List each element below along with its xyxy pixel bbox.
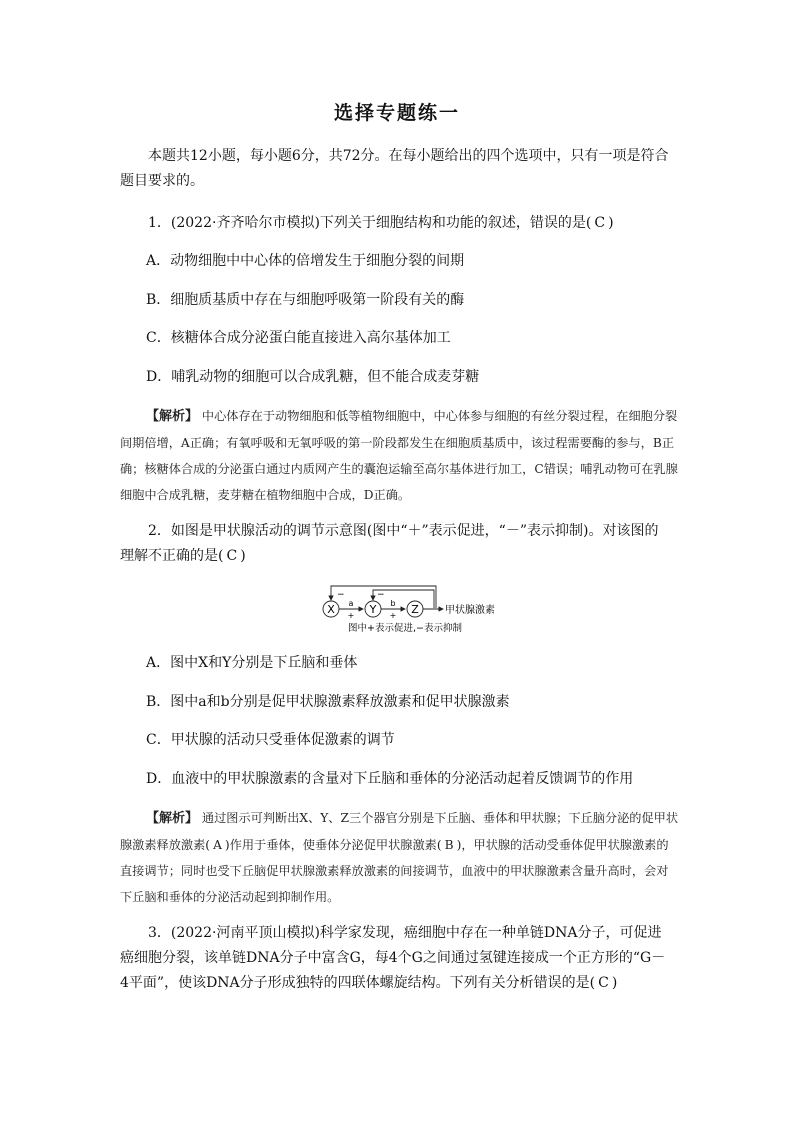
question-2-option-a: A．图中X和Y分别是下丘脑和垂体 — [146, 655, 358, 671]
question-1-analysis-tag: 【解析】 — [146, 409, 199, 424]
question-2-option-c: C．甲状腺的活动只受垂体促激素的调节 — [146, 732, 395, 748]
diagram-caption: 图中+表示促进,−表示抑制 — [348, 623, 462, 634]
arrow-b-label: b — [390, 599, 396, 608]
question-2-stem — [120, 519, 672, 569]
question-1-answer: C — [594, 215, 606, 231]
question-1-close: ) — [608, 215, 614, 231]
question-1-text: 1．(2022·齐齐哈尔市模拟)下列关于细胞结构和功能的叙述，错误的是( — [148, 215, 592, 231]
question-1-analysis-text: 中心体存在于动物细胞和低等植物细胞中，中心体参与细胞的有丝分裂过程，在细胞分裂间期倍增，A正确；有氧呼吸和无氧呼吸的第一阶段都发生在细胞质基质中，该过程需要酶的参与，B正确；核糖体合成的分泌蛋白通过内质网产生的囊泡运输至高尔基体进行加工，C错误；哺乳动物可在乳腺细胞中合成乳糖，麦芽糖在植物细胞中合成，D正确。 — [120, 409, 678, 502]
diagram-svg — [316, 585, 516, 635]
node-y-label: Y — [369, 603, 377, 616]
question-1-option-a: A．动物细胞中中心体的倍增发生于细胞分裂的间期 — [146, 253, 465, 269]
question-2-analysis-text-1: 通过图示可判断出X、Y、Z三个器官分别是下丘脑、垂体和甲状腺；下丘脑分泌的促甲状腺激素释放激素( — [120, 811, 679, 852]
minus-sign-y: − — [377, 590, 385, 600]
question-2-analysis-text-2: )作用于垂体，使垂体分泌促甲状腺激素( — [224, 838, 442, 852]
question-1-option-d: D．哺乳动物的细胞可以合成乳糖，但不能合成麦芽糖 — [146, 369, 480, 385]
question-3-stem — [120, 921, 672, 996]
question-2-option-b: B．图中a和b分别是促甲状腺激素释放激素和促甲状腺激素 — [146, 694, 510, 710]
arrow-a-label: a — [348, 599, 354, 608]
question-1-stem — [120, 211, 672, 236]
question-2-close: ) — [240, 548, 246, 564]
plus-sign-a: + — [347, 611, 355, 620]
question-2-answer: C — [226, 548, 238, 564]
question-1-analysis — [120, 403, 680, 508]
question-3-text: 3．(2022·河南平顶山模拟)科学家发现，癌细胞中存在一种单链DNA分子，可促进癌细胞分裂，该单链DNA分子中富含G，每4个G之间通过氢键连接成一个正方形的“G－4平面”，使该DNA分子形成独特的四联体螺旋结构。下列有关分析错误的是( — [120, 925, 666, 991]
question-2-analysis — [120, 805, 680, 910]
question-2-analysis-blank-b: B — [444, 838, 454, 852]
minus-sign-x: − — [337, 590, 345, 600]
question-2-option-d: D．血液中的甲状腺激素的含量对下丘脑和垂体的分泌活动起着反馈调节的作用 — [146, 771, 634, 787]
plus-sign-b: + — [389, 611, 397, 620]
question-1-option-b: B．细胞质基质中存在与细胞呼吸第一阶段有关的酶 — [146, 292, 465, 308]
question-2-analysis-text-3: )，甲状腺的活动受垂体促甲状腺激素的直接调节；同时也受下丘脑促甲状腺激素释放激素的间接调节，血液中的甲状腺激素含量升高时，会对下丘脑和垂体的分泌活动起到抑制作用。 — [120, 838, 669, 904]
question-1-option-c: C．核糖体合成分泌蛋白能直接进入高尔基体加工 — [146, 330, 451, 346]
output-label: 甲状腺激素 — [445, 605, 495, 616]
node-z-label: Z — [411, 603, 419, 616]
question-3-close: ) — [611, 975, 618, 991]
question-2-analysis-blank-a: A — [213, 838, 222, 852]
thyroid-regulation-diagram — [316, 585, 516, 635]
question-2-text: 2．如图是甲状腺活动的调节示意图(图中“＋”表示促进，“－”表示抑制)。对该图的理解不正确的是( — [120, 523, 659, 564]
intro-text: 本题共12小题，每小题6分，共72分。在每小题给出的四个选项中，只有一项是符合题目要求的。 — [120, 148, 669, 189]
node-x-label: X — [327, 603, 335, 616]
page-title: 选择专题练一 — [333, 102, 460, 124]
question-3-answer: C — [598, 975, 609, 991]
question-2-analysis-tag: 【解析】 — [146, 811, 199, 826]
